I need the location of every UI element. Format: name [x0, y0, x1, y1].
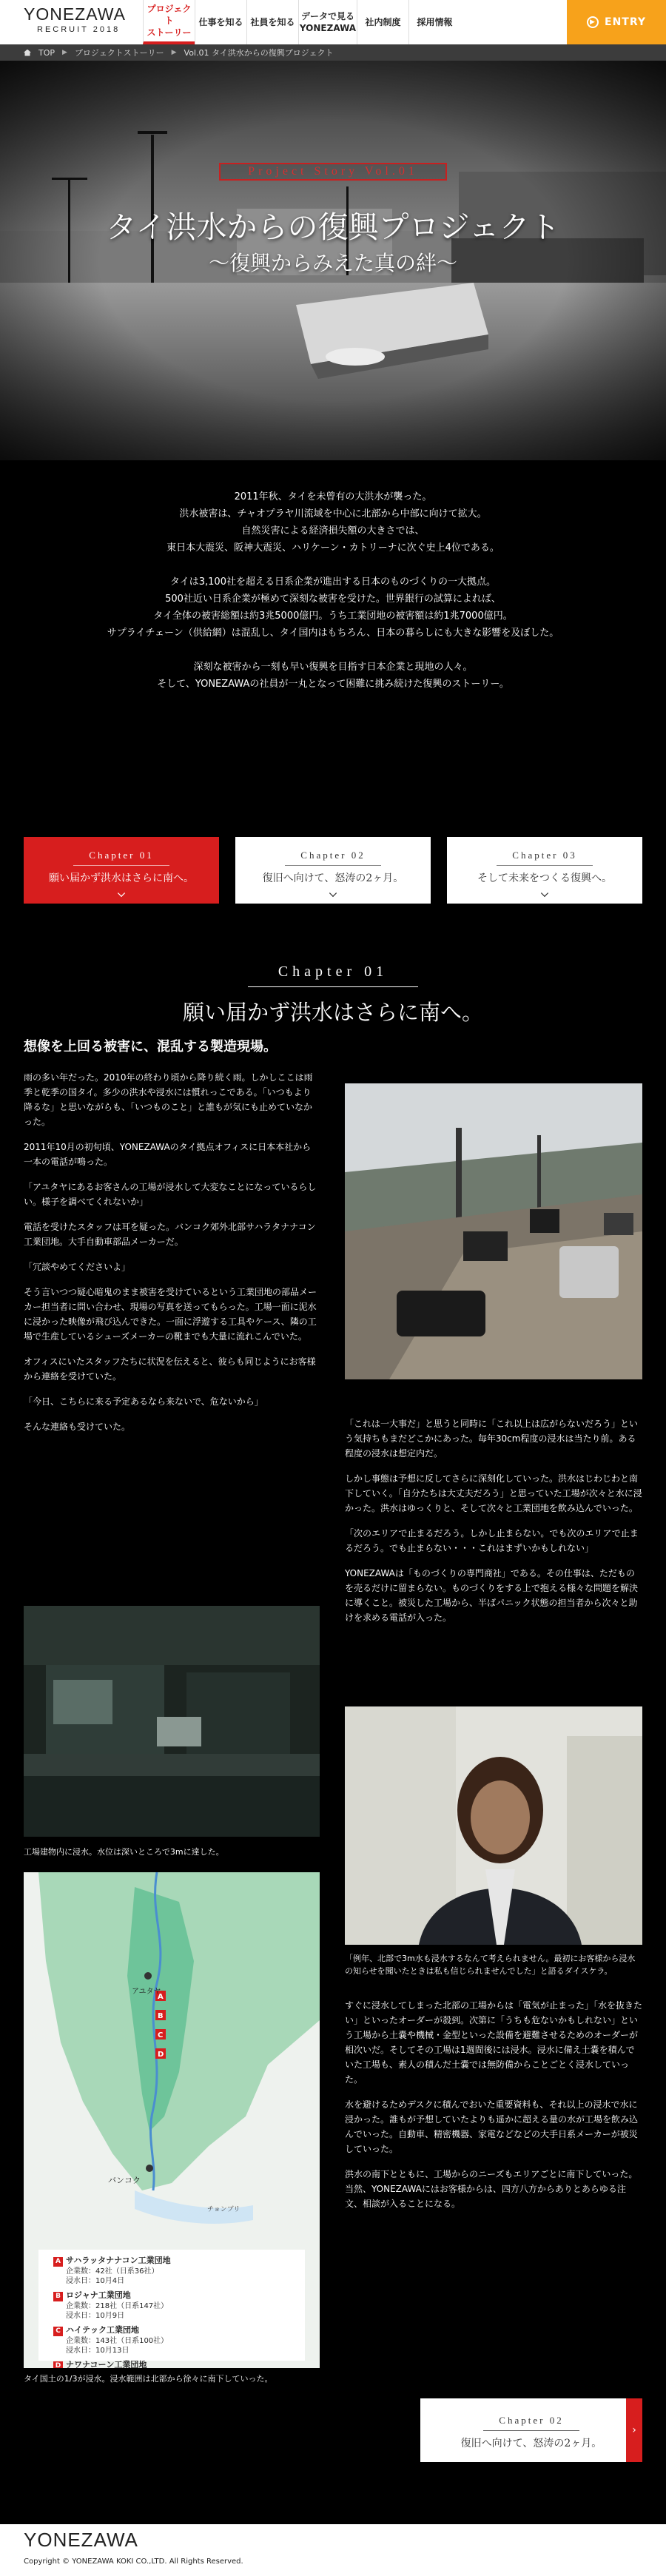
chapter-divider [248, 986, 418, 987]
logo-wordmark: YONEZAWA [24, 4, 126, 24]
map-legend-item [53, 2325, 297, 2355]
map-label-ayutthaya: アユタヤ [132, 1988, 161, 1996]
chapter-tab-title: 願い届かず洪水はさらに南へ。 [49, 872, 194, 884]
body-paragraph: すぐに浸水してしまった北部の工場からは「電気が止まった」「水を抜きたい」といったオーダーが殺到。次第に「うちも危ないかもしれない」という工場から土嚢や機械・金型といった設備を避難させるためのオーダーが相次いだ。そしてその工場は1週間後には浸水。浸水に備え土嚢を積んでいた工場も、素人の積んだ土嚢では無防備からことごとく浸水していった。 [345, 2000, 643, 2085]
intro-line: 2011年秋、タイを未曾有の大洪水が襲った。 [234, 491, 432, 502]
nav-item-label [250, 16, 295, 28]
right-column-text-2 [345, 1998, 642, 2222]
intro-line: サプライチェーン（供給網）は混乱し、タイ国内はもちろん、日本の暮らしにも大きな影響を及ぼした。 [107, 628, 559, 639]
nav-item-6[interactable] [408, 0, 460, 44]
body-paragraph: YONEZAWAは「ものづくりの専門商社」である。その仕事は、ただものを売るだけに留まらない。ものづくりをする上で抱える様々な問題を解決に導くこと。被災した工場から、半ばパニック状態の担当者から次々と助けを求める電話が入った。 [345, 1568, 639, 1623]
chevron-right-icon: ▶ [62, 49, 67, 56]
chapter-tab-divider [497, 865, 593, 866]
next-chapter-title: 復旧へ向けて、怒涛の2ヶ月。 [460, 2438, 602, 2449]
arrow-right-icon: ▶ [587, 16, 599, 28]
svg-text:D: D [158, 2051, 164, 2059]
nav-item-5[interactable] [357, 0, 408, 44]
nav-item-label [365, 16, 400, 28]
body-paragraph: オフィスにいたスタッフたちに状況を伝えると、彼らも同じようにお客様から連絡を受けていた。 [24, 1356, 316, 1382]
industrial-park-name: ハイテック工業団地 [66, 2325, 139, 2335]
chapter-tab-divider [73, 865, 169, 866]
site-footer [0, 2524, 666, 2576]
body-paragraph: 雨の多い年だった。2010年の終わり頃から降り続く雨。しかしここは雨季と乾季の国タイ。多少の洪水や浸水には慣れっこである。「いつもより降るな」と思いながらも、「いつものこと」と誰もが気にも止めていなかった。 [24, 1072, 313, 1127]
office-photo-caption: 工場建物内に浸水。水位は深いところで3mに達した。 [24, 1847, 224, 1857]
page-title: タイ洪水からの復興プロジェクト [106, 209, 560, 245]
intro-line: 東日本大震災、阪神大震災、ハリケーン・カトリーナに次ぐ史上4位である。 [166, 542, 500, 554]
nav-item-label [198, 16, 243, 28]
chapter-tabs [24, 837, 642, 904]
next-chapter-number: Chapter 02 [499, 2415, 564, 2426]
left-column-text [24, 1070, 320, 1445]
nav-line-1: プロジェクト [147, 3, 192, 26]
intro-paragraph [0, 574, 666, 642]
page-subtitle: 〜復興からみえた真の絆〜 [208, 251, 457, 275]
footer-logo[interactable]: YONEZAWA [24, 2529, 138, 2551]
map-legend [53, 2256, 297, 2368]
staff-photo [345, 1706, 642, 1945]
breadcrumb-top[interactable]: TOP [38, 47, 56, 58]
industrial-park-name: サハラッタナナコン工業団地 [66, 2256, 171, 2265]
site-logo[interactable] [24, 4, 126, 34]
breadcrumb [0, 44, 666, 61]
chapter-number: Chapter 01 [278, 964, 388, 980]
right-column-text-1 [345, 1416, 642, 1635]
nav-line-1: 社内制度 [365, 16, 401, 27]
body-paragraph: 「今日、こちらに来る予定あるなら来ないで、危ないから」 [24, 1396, 263, 1407]
entry-button[interactable] [567, 0, 666, 44]
chevron-right-icon: ▶ [171, 49, 177, 56]
copyright: Copyright © YONEZAWA KOKI CO.,LTD. All Rights Reserved. [24, 2557, 243, 2566]
chapter-tab-2[interactable] [235, 837, 431, 904]
chapter-title: 願い届かず洪水はさらに南へ。 [182, 1000, 483, 1025]
nav-line-1: 採用情報 [417, 16, 453, 27]
map-caption: タイ国土の1/3が浸水。浸水範囲は北部から徐々に南下していった。 [24, 2374, 273, 2384]
flood-map [24, 1872, 320, 2368]
chapter-tab-1[interactable] [24, 837, 219, 904]
chapter-tab-title: 復旧へ向けて、怒涛の2ヶ月。 [262, 872, 404, 884]
nav-item-label [417, 16, 452, 28]
nav-item-3[interactable] [246, 0, 298, 44]
svg-text:C: C [158, 2031, 164, 2039]
nav-line-2: YONEZAWA [299, 23, 357, 33]
map-legend-item [53, 2360, 297, 2368]
body-paragraph: 2011年10月の初旬頃、YONEZAWAのタイ拠点オフィスに日本本社から一本の電話が鳴った。 [24, 1142, 312, 1167]
breadcrumb-project-story[interactable]: プロジェクトストーリー [74, 48, 164, 58]
chevron-down-icon [118, 890, 125, 897]
body-paragraph: しかし事態は予想に反してさらに深刻化していった。洪水はじわじわと南下していく。「自分たちは大丈夫だろう」と思っていた工場が次々と水に浸かった。洪水はゆっくりと、そして次々と工業団地を飲み込んでいった。 [345, 1473, 642, 1513]
office-flood-photo [24, 1606, 320, 1837]
body-paragraph: 「冗談やめてくださいよ」 [24, 1262, 131, 1272]
body-paragraph: 「これは一大事だ」と思うと同時に「これ以上は広がらないだろう」という気持ちもまだどこかにあった。毎年30cm程度の浸水は当たり前。ある程度の浸水は想定内だ。 [345, 1419, 639, 1459]
map-legend-item [53, 2256, 297, 2286]
industrial-park-name: ロジャナ工業団地 [66, 2290, 131, 2300]
intro-line: 500社近い日系企業が極めて深刻な被害を受けた。世界銀行の試算によれば、 [165, 593, 501, 605]
industrial-park-name: ナワナコーン工業団地 [66, 2360, 147, 2368]
intro-paragraph [0, 659, 666, 693]
map-label-chachoengsao: チョンブリ [207, 2206, 240, 2213]
arrow-right-icon: › [626, 2398, 642, 2462]
intro-line: 洪水被害は、チャオプラヤ川流域を中心に北部から中部に向けて拡大。 [179, 508, 487, 519]
chapter-tab-title: そして未来をつくる復興へ。 [477, 872, 612, 884]
logo-recruit-year: RECRUIT 2018 [37, 25, 121, 34]
svg-text:A: A [158, 1993, 164, 2001]
industrial-park-companies: 企業数：42社（日系36社） [66, 2267, 159, 2276]
breadcrumb-current: Vol.01 タイ洪水からの復興プロジェクト [184, 48, 334, 58]
intro-paragraph [0, 488, 666, 556]
body-paragraph: 電話を受けたスタッフは耳を疑った。バンコク郊外北部サハラタナナコン工業団地。大手自動車部品メーカーだ。 [24, 1222, 316, 1247]
industrial-park-flood-date: 浸水日：10月9日 [66, 2312, 125, 2320]
intro-line: 深刻な被害から一刻も早い復興を目指す日本企業と現地の人々。 [193, 662, 473, 673]
industrial-park-companies: 企業数：218社（日系147社） [66, 2302, 169, 2310]
chevron-down-icon [541, 890, 548, 897]
nav-item-1[interactable] [143, 0, 195, 44]
intro-text [0, 488, 666, 710]
chapter-heading [0, 964, 666, 1026]
intro-line: 自然災害による経済損失額の大きさでは、 [241, 525, 425, 537]
intro-line: タイは3,100社を超える日系企業が進出する日本のものづくりの一大拠点。 [170, 576, 496, 588]
nav-item-label [144, 3, 195, 39]
map-marker-d: D [53, 2361, 63, 2368]
body-paragraph: 水を避けるためデスクに積んでおいた重要資料も、それ以上の浸水で水に浸かった。誰もが予想していたよりも遥かに超える量の水が工場を飲み込んでいった。自動車、精密機器、家電などなどの大手日系メーカーが被災していった。 [345, 2099, 639, 2154]
global-nav [143, 0, 460, 44]
chapter-tab-number: Chapter 01 [89, 850, 154, 861]
nav-line-2: ストーリー [147, 27, 192, 38]
body-paragraph: 洪水の南下とともに、工場からのニーズもエリアごとに南下していった。当然、YONEZAWAにはお客様からは、四方八方からありとあらゆる注文、相談が入ることになる。 [345, 2169, 638, 2209]
body-paragraph: 「次のエリアで止まるだろう。しかし止まらない。でも次のエリアで止まるだろう。でも止まらない・・・これはまずいかもしれない」 [345, 1528, 639, 1553]
intro-line: タイ全体の被害総額は約3兆5000億円。うち工業団地の被害額は約1兆7000億円。 [153, 611, 513, 622]
hero-image [0, 61, 666, 460]
chapter-tab-number: Chapter 03 [512, 850, 577, 861]
flooded-road-photo [345, 1083, 642, 1379]
nav-item-2[interactable] [195, 0, 246, 44]
section-heading: 想像を上回る被害に、混乱する製造現場。 [24, 1039, 277, 1055]
staff-photo-caption: 「例年、北部で3m水も浸水するなんて考えられません。最初にお客様から浸水の知らせを聞いたときは私も信じられませんでした」と語るダイスケラ。 [345, 1954, 636, 1976]
nav-line-1: 仕事を知る [198, 16, 243, 27]
project-story-tag: Project Story Vol.01 [219, 163, 447, 181]
chapter-tab-3[interactable] [447, 837, 642, 904]
chapter-tab-number: Chapter 02 [300, 850, 366, 861]
industrial-park-flood-date: 浸水日：10月4日 [66, 2277, 125, 2285]
next-chapter-divider [483, 2430, 579, 2431]
nav-item-4[interactable] [298, 0, 357, 44]
entry-label: ENTRY [605, 16, 646, 28]
chevron-down-icon [329, 890, 337, 897]
nav-item-label [300, 10, 356, 34]
map-label-bangkok: バンコク [108, 2176, 141, 2185]
body-paragraph: そんな連絡も受けていた。 [24, 1422, 131, 1432]
intro-line: そして、YONEZAWAの社員が一丸となって困難に挑み続けた復興のストーリー。 [157, 679, 509, 690]
home-icon [24, 50, 31, 56]
map-marker-b: B [53, 2292, 63, 2301]
industrial-park-flood-date: 浸水日：10月13日 [66, 2347, 130, 2355]
next-chapter-button[interactable] [420, 2398, 642, 2462]
map-marker-a: A [53, 2257, 63, 2267]
map-legend-item [53, 2290, 297, 2321]
map-marker-c: C [53, 2327, 63, 2336]
nav-line-1: 社員を知る [250, 16, 295, 27]
nav-line-1: データで見る [300, 10, 354, 21]
site-header [0, 0, 666, 44]
industrial-park-companies: 企業数：143社（日系100社） [66, 2337, 169, 2345]
body-paragraph: 「アユタヤにあるお客さんの工場が浸水して大変なことになっているらしい。様子を調べてくれないか」 [24, 1182, 317, 1207]
svg-text:B: B [158, 2012, 164, 2020]
chapter-tab-divider [285, 865, 381, 866]
body-paragraph: そう言いつつ疑心暗鬼のまま被害を受けているという工業団地の部品メーカー担当者に問い合わせ、現場の写真を送ってもらった。工場一面に泥水に浸かった映像が飛び込んできた。一面に浮遊する工具やケース、隣の工場で生産しているシューズメーカーの靴までも大量に流れこんでいた。 [24, 1287, 317, 1342]
